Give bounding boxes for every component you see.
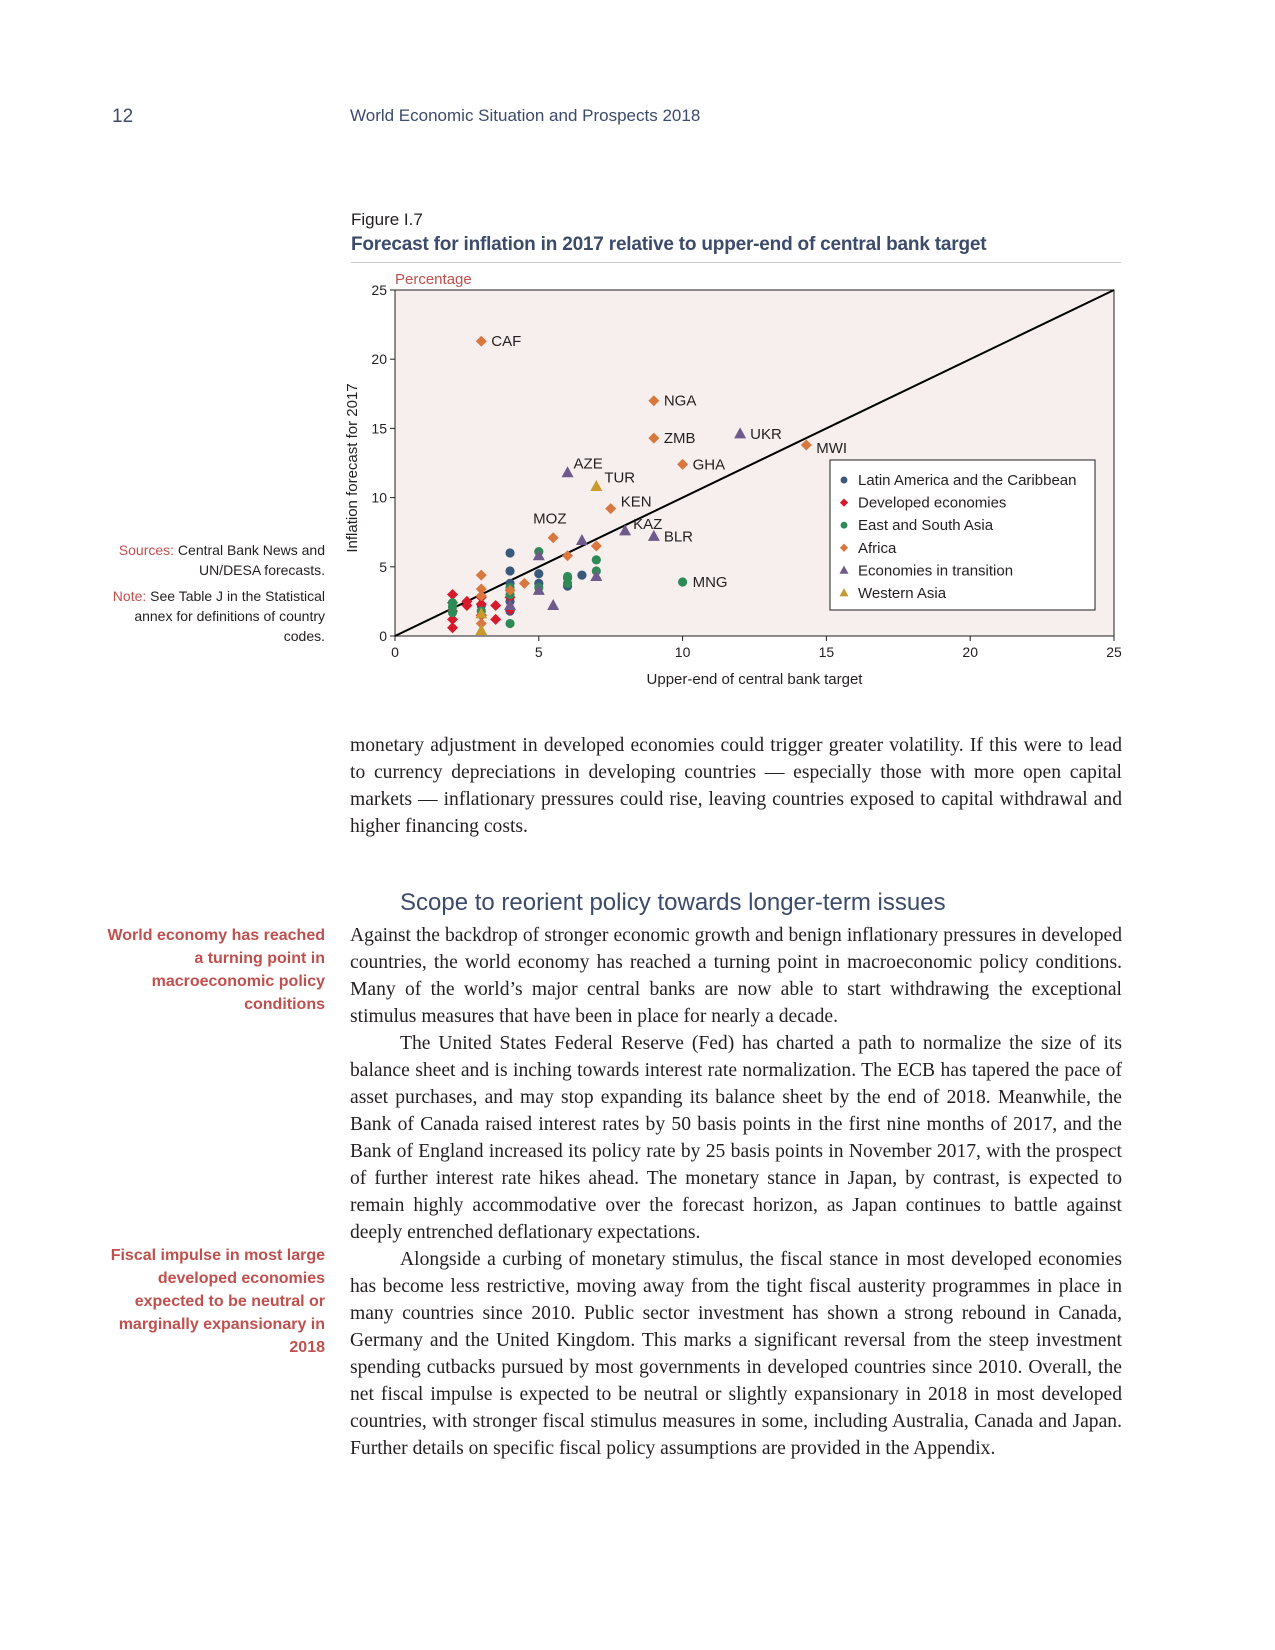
note bbox=[95, 586, 325, 646]
x-tick-label: 5 bbox=[534, 644, 543, 660]
point-label: ZMB bbox=[663, 430, 696, 448]
y-tick-label: 25 bbox=[371, 282, 387, 298]
running-title: World Economic Situation and Prospects 2018 bbox=[350, 106, 701, 125]
point-label: BLR bbox=[663, 528, 694, 546]
y-tick-label: 15 bbox=[371, 420, 387, 437]
point-label: KAZ bbox=[633, 515, 663, 533]
point-label: MNG bbox=[692, 574, 728, 592]
figure-title: Forecast for inflation in 2017 relative to upper-end of central bank target bbox=[351, 234, 987, 255]
point-label: MWI bbox=[816, 440, 848, 458]
legend-item bbox=[841, 472, 1077, 489]
unit-label: Percentage bbox=[395, 271, 472, 288]
x-tick-label: 20 bbox=[962, 644, 978, 660]
legend-label: Economies in transition bbox=[858, 562, 1014, 580]
section-heading: Scope to reorient policy towards longer-term issues bbox=[400, 889, 946, 916]
x-tick-label: 25 bbox=[1106, 644, 1122, 660]
data-point bbox=[505, 548, 514, 557]
data-point bbox=[534, 569, 543, 578]
point-label: MOZ bbox=[533, 510, 567, 528]
x-tick-label: 10 bbox=[674, 644, 691, 660]
paragraph-2: The United States Federal Reserve (Fed) has charted a path to normalize the size of its balance sheet and is inching towards interest rate normalization. The ECB has tapered the pace of asset purchases, and may stop expanding its balance sheet by the end of 2018. Meanwhile, the Bank of Canada raised interest rates by 50 basis points in the first nine months of 2017, and the Bank of England increased its policy rate by 25 basis points in November 2017, with the prospect of further interest rate hikes ahead. The monetary stance in Japan, by contrast, is expected to remain highly accommodative over the forecast horizon, as Japan continues to battle against deeply entrenched deflationary expectations. bbox=[350, 1033, 1122, 1243]
sources-label: Sources: bbox=[118, 542, 175, 558]
legend-item bbox=[840, 495, 1007, 512]
data-point bbox=[563, 579, 572, 588]
note-label: Note: bbox=[112, 588, 147, 604]
y-tick-label: 20 bbox=[371, 351, 387, 368]
figure-label: Figure I.7 bbox=[351, 210, 423, 229]
data-point bbox=[577, 571, 586, 580]
point-label: UKR bbox=[750, 425, 782, 443]
point-label: AZE bbox=[573, 455, 603, 473]
y-axis-title: Inflation forecast for 2017 bbox=[344, 383, 361, 553]
point-label: KEN bbox=[620, 493, 652, 511]
note-text: See Table J in the Statistical annex for definitions of country codes. bbox=[134, 588, 325, 644]
x-tick-label: 0 bbox=[391, 644, 399, 660]
sources-note bbox=[95, 540, 325, 580]
point-label: CAF bbox=[491, 333, 522, 351]
page-number: 12 bbox=[112, 106, 134, 127]
paragraph-3: Alongside a curbing of monetary stimulus, the fiscal stance in most developed economies has become less restrictive, moving away from the tight fiscal austerity programmes in place in many countries since 2010. Public sector investment has shown a strong rebound in Canada, Germany and the United Kingdom. This marks a significant reversal from the steep investment spending cutbacks pursued by most governments in developed countries since 2010. Overall, the net fiscal impulse is expected to be neutral or slightly expansionary in 2018 in most developed countries, with stronger fiscal stimulus measures in some, including Australia, Canada and Japan. Further details on specific fiscal policy assumptions are provided in the Appendix. bbox=[350, 1249, 1122, 1459]
margin-note-fiscal-impulse: Fiscal impulse in most large developed economies expected to be neutral or marginally expansionary in 2018 bbox=[110, 1247, 325, 1356]
point-label: GHA bbox=[692, 456, 726, 474]
data-point bbox=[448, 608, 457, 617]
legend-label: Developed economies bbox=[858, 494, 1007, 512]
legend-marker bbox=[841, 477, 848, 484]
scatter-chart bbox=[340, 262, 1130, 692]
point-label: TUR bbox=[604, 469, 636, 487]
sources-text: Central Bank News and UN/DESA forecasts. bbox=[177, 542, 325, 578]
legend-item bbox=[841, 517, 994, 534]
data-point bbox=[505, 619, 514, 628]
y-tick-label: 10 bbox=[371, 489, 387, 506]
legend bbox=[830, 460, 1095, 610]
legend-label: East and South Asia bbox=[858, 517, 994, 535]
section-body bbox=[350, 922, 1122, 1462]
paragraph-1: Against the backdrop of stronger economic growth and benign inflationary pressures in developed countries, the world economy has reached a turning point in macroeconomic policy conditions. Many of the world’s major central banks are now able to start withdrawing the exceptional stimulus measures that have been in place for nearly a decade. bbox=[350, 925, 1122, 1027]
margin-note-turning-point: World economy has reached a turning point in macroeconomic policy conditions bbox=[107, 927, 325, 1013]
point-label: NGA bbox=[663, 392, 697, 410]
legend-label: Africa bbox=[858, 539, 897, 557]
data-point bbox=[592, 555, 601, 564]
y-tick-label: 5 bbox=[379, 558, 387, 575]
data-point bbox=[678, 577, 687, 586]
legend-marker bbox=[841, 522, 848, 529]
x-axis-title: Upper-end of central bank target bbox=[646, 671, 863, 688]
y-tick-label: 0 bbox=[379, 628, 387, 644]
legend-label: Western Asia bbox=[858, 585, 947, 602]
intro-paragraph: monetary adjustment in developed economies could trigger greater volatility. If this were to lead to currency depreciations in developing countries — especially those with more open capital markets — inflationary pressures could rise, leaving countries exposed to capital withdrawal and higher financing costs. bbox=[350, 735, 1122, 837]
x-tick-label: 15 bbox=[818, 644, 835, 660]
data-point bbox=[505, 566, 514, 575]
legend-label: Latin America and the Caribbean bbox=[858, 472, 1077, 489]
intro-paragraph-block bbox=[350, 732, 1122, 840]
legend-item bbox=[840, 562, 1014, 579]
